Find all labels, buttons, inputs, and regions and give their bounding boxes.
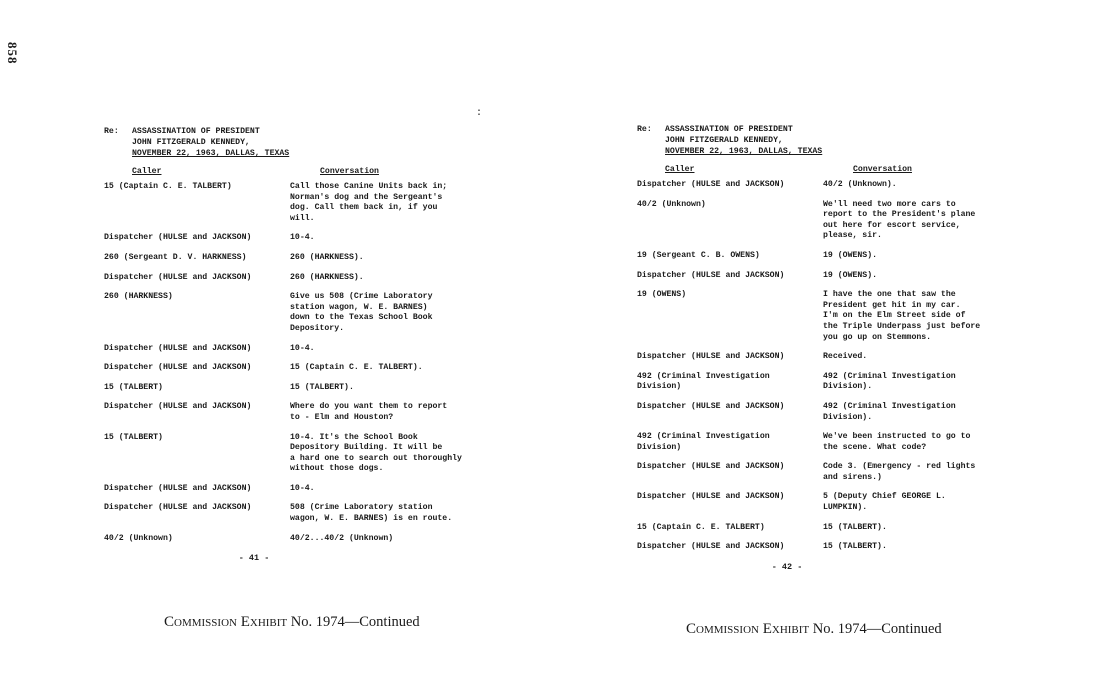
conversation-cell: 10-4. [290, 343, 315, 353]
caller-cell: Dispatcher (HULSE and JACKSON) [637, 462, 785, 472]
caption-rest: No. 1974—Continued [287, 614, 420, 630]
conversation-cell: 260 (HARKNESS). [290, 252, 364, 262]
caller-cell: 492 (Criminal Investigation Division) [637, 432, 770, 452]
caller-cell: Dispatcher (HULSE and JACKSON) [637, 180, 785, 189]
column-headers [637, 165, 1047, 174]
caller-cell: Dispatcher (HULSE and JACKSON) [637, 542, 785, 552]
re-line: ASSASSINATION OF PRESIDENT [665, 125, 793, 134]
caller-cell: 260 (Sergeant D. V. HARKNESS) [104, 252, 247, 262]
folio: - 42 - [771, 561, 803, 572]
re-label: Re: [637, 125, 652, 134]
right-page [637, 124, 1047, 572]
conversation-cell: 15 (Captain C. E. TALBERT). [290, 363, 423, 373]
transcript-row [104, 383, 514, 394]
conversation-cell: 10-4. [290, 233, 315, 243]
transcript-row [104, 344, 514, 355]
caption-prefix: Commission Exhibit [686, 621, 810, 637]
header-conversation: Conversation [853, 165, 912, 174]
transcript-row [637, 372, 1047, 393]
re-lines [665, 124, 822, 157]
transcript-row [637, 251, 1047, 262]
conversation-cell: I have the one that saw the President get hit in my car. I'm on the Elm Street side of the Triple Underpass just before you go up on Stemmons. [823, 290, 981, 342]
re-line: NOVEMBER 22, 1963, DALLAS, TEXAS [665, 147, 823, 156]
transcript-row [104, 182, 514, 224]
column-headers [104, 167, 514, 176]
exhibit-caption [164, 614, 420, 631]
conversation-cell: 15 (TALBERT). [290, 382, 354, 392]
caller-cell: 15 (TALBERT) [104, 382, 163, 392]
caller-cell: Dispatcher (HULSE and JACKSON) [637, 270, 785, 280]
transcript-row [104, 363, 514, 374]
transcript-rows [104, 182, 514, 544]
caller-cell: 19 (Sergeant C. B. OWENS) [637, 250, 760, 260]
transcript-row [637, 402, 1047, 423]
transcript-row [637, 462, 1047, 483]
caller-cell: Dispatcher (HULSE and JACKSON) [637, 352, 785, 362]
transcript-row [637, 492, 1047, 513]
caller-cell: Dispatcher (HULSE and JACKSON) [104, 343, 252, 353]
conversation-cell: 15 (TALBERT). [823, 542, 887, 552]
conversation-cell: 40/2...40/2 (Unknown) [290, 533, 394, 543]
caller-cell: 492 (Criminal Investigation Division) [637, 371, 770, 392]
transcript-row [637, 271, 1047, 282]
transcript-row [104, 433, 514, 475]
caller-cell: Dispatcher (HULSE and JACKSON) [104, 483, 252, 493]
re-lines [132, 126, 289, 159]
caller-cell: 15 (Captain C. E. TALBERT) [637, 522, 765, 532]
conversation-cell: We've been instructed to go to the scene. What code? [823, 432, 971, 452]
transcript-row [637, 180, 1047, 191]
conversation-cell: 19 (OWENS). [823, 250, 878, 260]
caller-cell: 19 (OWENS) [637, 290, 687, 300]
conversation-cell: Code 3. (Emergency - red lights and sirens.) [823, 462, 976, 482]
conversation-cell: We'll need two more cars to report to the President's plane out here for escort service, please, sir. [823, 199, 976, 241]
re-block [104, 126, 514, 159]
caller-cell: 40/2 (Unknown) [637, 199, 706, 209]
caller-cell: Dispatcher (HULSE and JACKSON) [104, 503, 252, 513]
exhibit-caption [686, 621, 942, 638]
re-line: JOHN FITZGERALD KENNEDY, [132, 138, 250, 147]
re-block [637, 124, 1047, 157]
transcript-row [104, 503, 514, 524]
re-line: JOHN FITZGERALD KENNEDY, [665, 136, 783, 145]
conversation-cell: 15 (TALBERT). [823, 522, 887, 532]
caller-cell: 40/2 (Unknown) [104, 533, 173, 543]
caller-cell: Dispatcher (HULSE and JACKSON) [637, 492, 785, 502]
caller-cell: Dispatcher (HULSE and JACKSON) [104, 233, 252, 243]
caption-prefix: Commission Exhibit [164, 614, 288, 630]
conversation-cell: 508 (Crime Laboratory station wagon, W. E. BARNES) is en route. [290, 503, 453, 524]
header-caller: Caller [665, 165, 695, 174]
caller-cell: Dispatcher (HULSE and JACKSON) [104, 272, 252, 282]
conversation-cell: 19 (OWENS). [823, 270, 878, 280]
conversation-cell: 40/2 (Unknown). [823, 180, 897, 189]
conversation-cell: Where do you want them to report to - Elm and Houston? [290, 402, 448, 422]
page-number: 858 [5, 42, 20, 65]
conversation-cell: Call those Canine Units back in; Norman's dog and the Sergeant's dog. Call them back in, if you will. [290, 182, 448, 223]
conversation-cell: 492 (Criminal Investigation Division). [823, 371, 956, 392]
conversation-cell: 10-4. It's the School Book Depository Building. It will be a hard one to search out thoroughly without those dogs. [290, 432, 462, 474]
caller-cell: 15 (Captain C. E. TALBERT) [104, 182, 232, 191]
caller-cell: Dispatcher (HULSE and JACKSON) [104, 402, 252, 412]
transcript-row [104, 534, 514, 545]
transcript-row [637, 542, 1047, 553]
stray-mark: : [476, 108, 483, 119]
transcript-row [104, 484, 514, 495]
transcript-row [104, 233, 514, 244]
caller-cell: Dispatcher (HULSE and JACKSON) [637, 401, 785, 411]
transcript-rows [637, 180, 1047, 553]
transcript-row [637, 523, 1047, 534]
transcript-row [637, 290, 1047, 343]
conversation-cell: 10-4. [290, 483, 315, 493]
transcript-row [637, 352, 1047, 363]
transcript-row [637, 200, 1047, 242]
caller-cell: Dispatcher (HULSE and JACKSON) [104, 363, 252, 373]
transcript-row [104, 273, 514, 284]
conversation-cell: 260 (HARKNESS). [290, 272, 364, 282]
left-page [104, 126, 514, 563]
transcript-row [104, 292, 514, 334]
transcript-row [104, 253, 514, 264]
re-label: Re: [104, 127, 119, 136]
header-conversation: Conversation [320, 167, 379, 176]
re-line: ASSASSINATION OF PRESIDENT [132, 127, 260, 136]
transcript-row [104, 402, 514, 423]
caption-rest: No. 1974—Continued [809, 621, 942, 637]
caller-cell: 260 (HARKNESS) [104, 292, 173, 302]
conversation-cell: 5 (Deputy Chief GEORGE L. LUMPKIN). [823, 492, 946, 513]
header-caller: Caller [132, 167, 162, 176]
conversation-cell: Received. [823, 352, 868, 362]
conversation-cell: 492 (Criminal Investigation Division). [823, 401, 956, 422]
transcript-row [637, 432, 1047, 453]
conversation-cell: Give us 508 (Crime Laboratory station wagon, W. E. BARNES) down to the Texas School Book Depository. [290, 292, 433, 333]
caller-cell: 15 (TALBERT) [104, 432, 163, 442]
folio: - 41 - [238, 553, 270, 564]
re-line: NOVEMBER 22, 1963, DALLAS, TEXAS [132, 149, 290, 158]
